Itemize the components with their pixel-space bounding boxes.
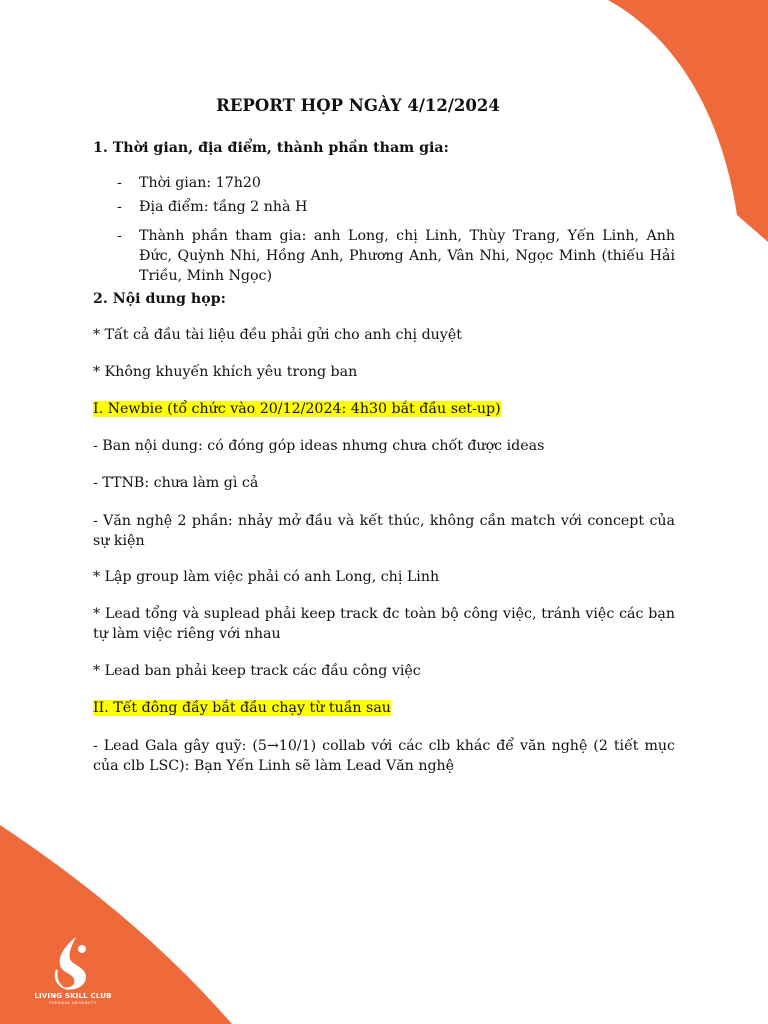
- part-2-line: - Lead Gala gây quỹ: (5→10/1) collab với các clb khác để văn nghệ (2 tiết mục của clb LSC): Bạn Yến Linh sẽ làm Lead Văn nghệ: [93, 738, 675, 774]
- part-2-title: [93, 698, 675, 718]
- part-2-highlight: II. Tết đông đầy bắt đầu chạy từ tuần sau: [93, 700, 391, 716]
- part-1-line: * Lập group làm việc phải có anh Long, chị Linh: [93, 569, 440, 585]
- flame-s-icon: [48, 935, 98, 991]
- part-1-line: * Lead tổng và suplead phải keep track đc toàn bộ công việc, tránh việc các bạn tự làm việc riêng với nhau: [93, 606, 675, 642]
- list-item-participants: - Thành phần tham gia: anh Long, chị Linh, Thùy Trang, Yến Linh, Anh Đức, Quỳnh Nhi, Hồng Anh, Phương Anh, Vân Nhi, Ngọc Minh (thiếu Hải Triều, Minh Ngọc): [117, 228, 675, 284]
- list-item-time: - Thời gian: 17h20: [117, 175, 261, 191]
- club-tagline: PHENIKAA UNIVERSITY: [49, 1001, 97, 1005]
- part-1-line: - TTNB: chưa làm gì cả: [93, 475, 259, 491]
- part-1-line: - Ban nội dung: có đóng góp ideas nhưng chưa chốt được ideas: [93, 438, 545, 454]
- list-item-location: - Địa điểm: tầng 2 nhà H: [117, 199, 308, 215]
- section-1-heading: 1. Thời gian, địa điểm, thành phần tham gia:: [93, 140, 449, 156]
- section-2-heading: 2. Nội dung họp:: [93, 291, 226, 307]
- note-no-dating: * Không khuyến khích yêu trong ban: [93, 364, 358, 380]
- section-1-list: [93, 173, 675, 290]
- part-1-line: * Lead ban phải keep track các đầu công việc: [93, 663, 421, 679]
- part-1-title: [93, 399, 675, 419]
- part-1-line: - Văn nghệ 2 phần: nhảy mở đầu và kết thúc, không cần match với concept của sự kiện: [93, 513, 675, 549]
- club-logo: [28, 935, 118, 1005]
- part-1-highlight: I. Newbie (tổ chức vào 20/12/2024: 4h30 bắt đầu set-up): [93, 401, 501, 417]
- note-review-documents: * Tất cả đầu tài liệu đều phải gửi cho anh chị duyệt: [93, 327, 462, 343]
- club-name: LIVING SKILL CLUB: [34, 992, 112, 1000]
- report-title: REPORT HỌP NGÀY 4/12/2024: [216, 96, 500, 115]
